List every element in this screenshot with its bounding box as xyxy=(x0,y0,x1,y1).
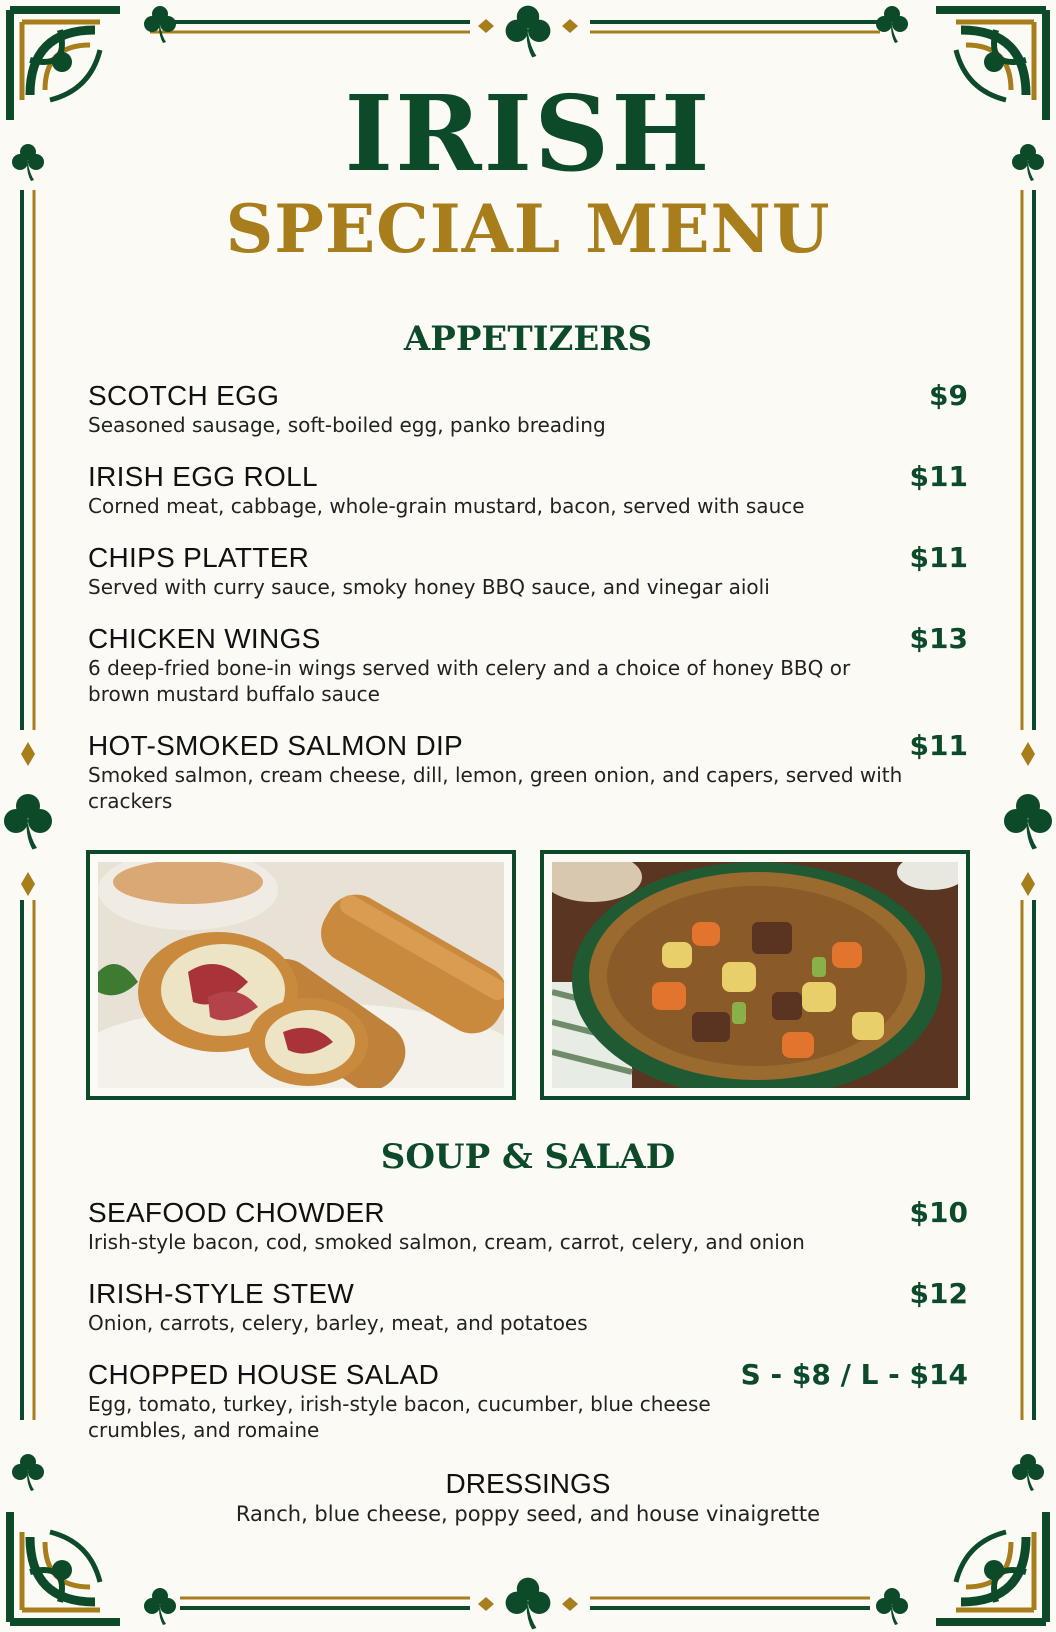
item-description: Served with curry sauce, smoky honey BBQ sauce, and vinegar aioli xyxy=(88,575,770,599)
item-price: $13 xyxy=(909,622,968,655)
item-name: IRISH EGG ROLL xyxy=(88,461,318,492)
item-description: Egg, tomato, turkey, irish-style bacon, cucumber, blue cheese crumbles, and romaine xyxy=(88,1392,711,1442)
item-price: $9 xyxy=(929,379,968,412)
dressings-list: Ranch, blue cheese, poppy seed, and house vinaigrette xyxy=(235,1502,821,1526)
page-title: IRISH xyxy=(344,72,712,195)
item-price: $10 xyxy=(909,1196,968,1229)
menu-item xyxy=(88,1359,968,1443)
item-price: $11 xyxy=(909,460,968,493)
menu-item xyxy=(88,542,968,600)
item-name: IRISH-STYLE STEW xyxy=(88,1278,355,1309)
item-name: CHIPS PLATTER xyxy=(88,542,310,573)
item-price: $11 xyxy=(909,541,968,574)
item-name: SEAFOOD CHOWDER xyxy=(88,1197,385,1228)
item-description: Irish-style bacon, cod, smoked salmon, cream, carrot, celery, and onion xyxy=(88,1230,805,1254)
item-name: CHICKEN WINGS xyxy=(88,623,321,654)
item-description: Onion, carrots, celery, barley, meat, and potatoes xyxy=(88,1311,588,1335)
menu-item xyxy=(88,730,968,814)
menu-item xyxy=(88,623,968,707)
stew-photo xyxy=(540,850,970,1100)
item-name: HOT-SMOKED SALMON DIP xyxy=(88,730,464,761)
appetizers-heading: APPETIZERS xyxy=(403,319,653,359)
menu-item xyxy=(88,461,968,519)
item-description: Corned meat, cabbage, whole-grain mustard, bacon, served with sauce xyxy=(88,494,805,518)
egg-roll-photo xyxy=(86,850,516,1100)
item-name: SCOTCH EGG xyxy=(88,380,280,411)
soup-salad-heading: SOUP & SALAD xyxy=(380,1137,676,1177)
item-price: S - $8 / L - $14 xyxy=(740,1358,968,1391)
menu-item xyxy=(88,1278,968,1336)
item-name: CHOPPED HOUSE SALAD xyxy=(88,1359,440,1390)
menu-item xyxy=(88,380,968,438)
dressings-heading: DRESSINGS xyxy=(445,1468,611,1499)
item-description: 6 deep-fried bone-in wings served with celery and a choice of honey BBQ or brown mustard buffalo sauce xyxy=(88,656,851,706)
item-description: Seasoned sausage, soft-boiled egg, panko breading xyxy=(88,413,606,437)
item-price: $12 xyxy=(909,1277,968,1310)
item-description: Smoked salmon, cream cheese, dill, lemon, green onion, and capers, served with crackers xyxy=(88,763,903,813)
item-price: $11 xyxy=(909,729,968,762)
menu-item xyxy=(88,1197,968,1255)
page-subtitle: SPECIAL MENU xyxy=(225,190,831,268)
